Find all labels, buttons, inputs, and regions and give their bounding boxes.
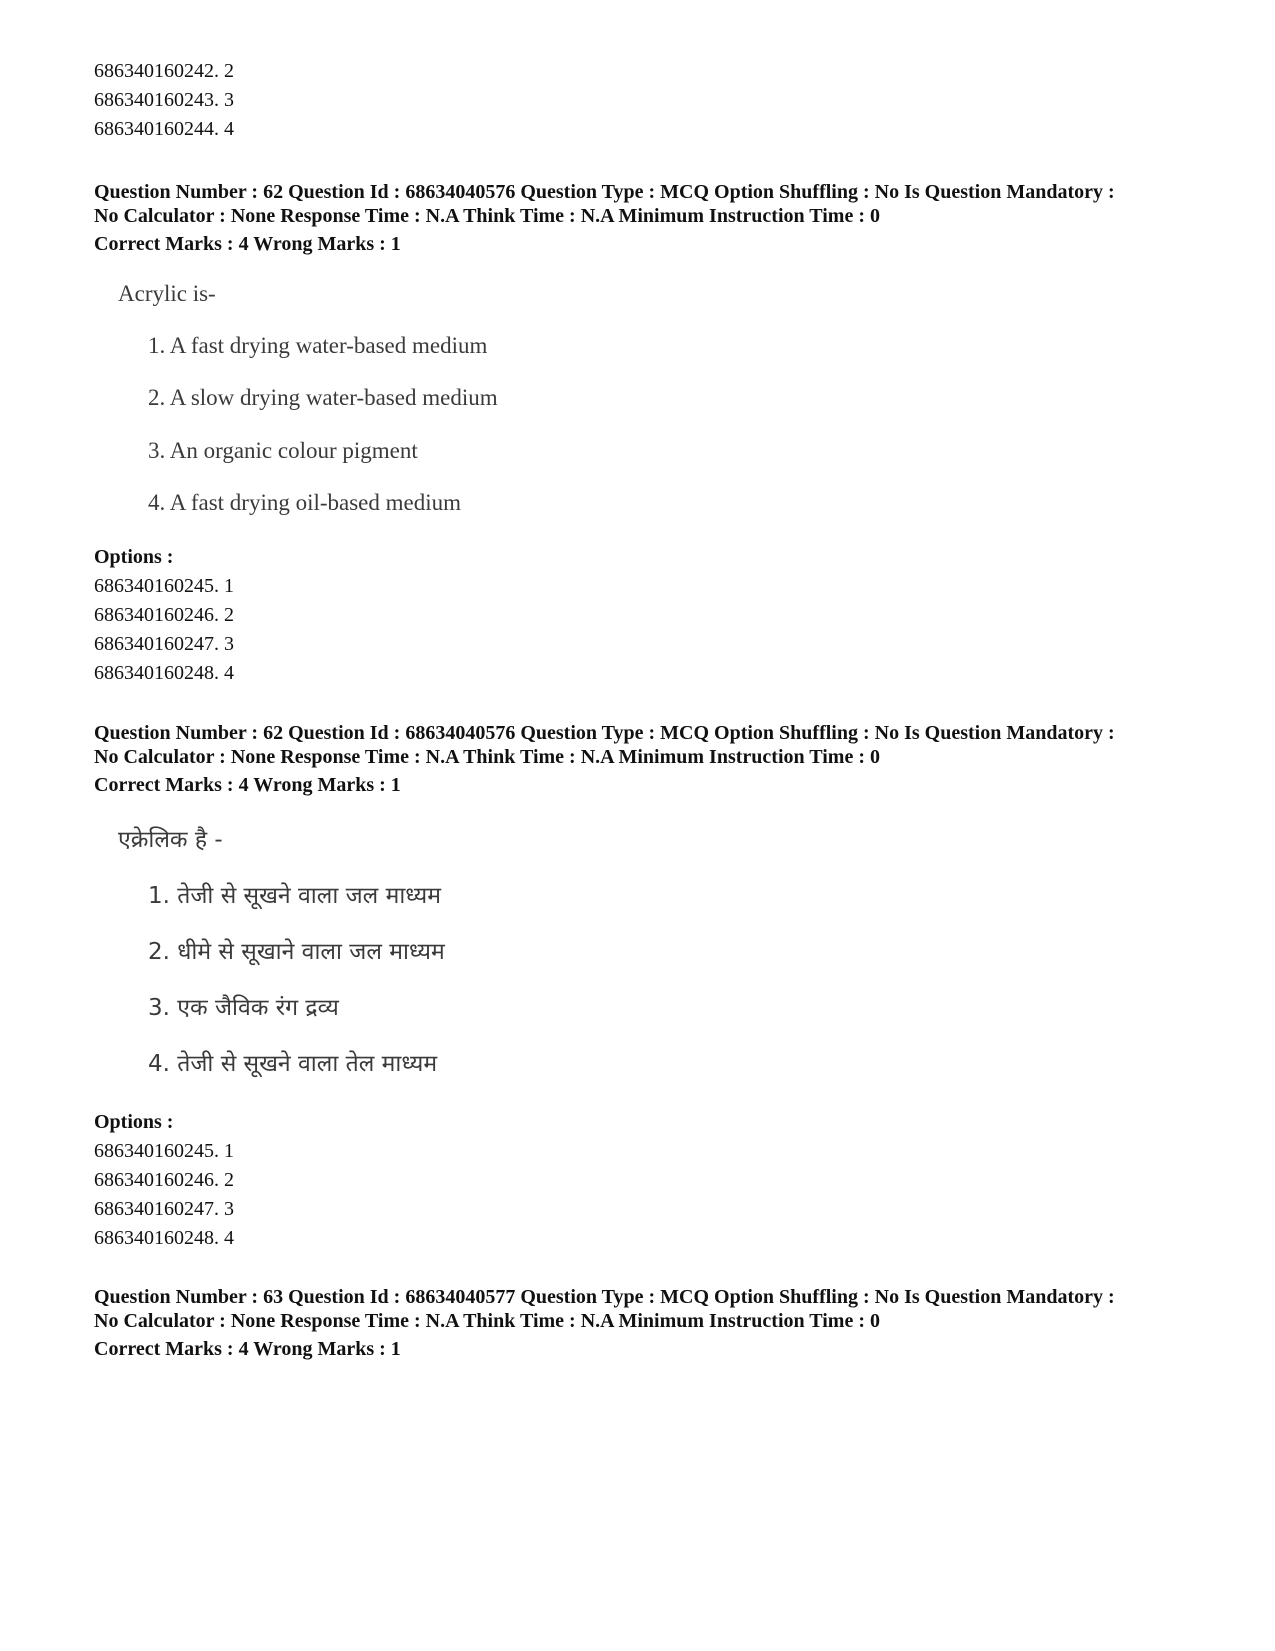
option-line: 686340160246. 2 (94, 604, 234, 626)
meta-line-1: Question Number : 63 Question Id : 68634040577 Question Type : MCQ Option Shuffling : No Is Question Mandatory : (94, 1286, 1115, 1308)
meta-line-2: No Calculator : None Response Time : N.A Think Time : N.A Minimum Instruction Time : 0 (94, 1310, 880, 1332)
meta-line-2: No Calculator : None Response Time : N.A Think Time : N.A Minimum Instruction Time : 0 (94, 746, 880, 768)
meta-line-3: Correct Marks : 4 Wrong Marks : 1 (94, 233, 401, 255)
question-stem: एक्रेलिक है - (118, 827, 223, 853)
question-meta (94, 1285, 1115, 1365)
choice-4: 4. तेजी से सूखने वाला तेल माध्यम (148, 1051, 438, 1077)
choice-1: 1. A fast drying water-based medium (148, 333, 488, 358)
meta-line-1: Question Number : 62 Question Id : 68634040576 Question Type : MCQ Option Shuffling : No Is Question Mandatory : (94, 181, 1115, 203)
option-line: 686340160245. 1 (94, 575, 234, 597)
option-line: 686340160246. 2 (94, 1169, 234, 1191)
previous-options-list (94, 57, 234, 144)
question-meta (94, 180, 1115, 260)
choice-3: 3. एक जैविक रंग द्रव्य (148, 995, 339, 1021)
meta-line-3: Correct Marks : 4 Wrong Marks : 1 (94, 774, 401, 796)
option-line: 686340160243. 3 (94, 89, 234, 111)
option-line: 686340160247. 3 (94, 1198, 234, 1220)
meta-line-2: No Calculator : None Response Time : N.A Think Time : N.A Minimum Instruction Time : 0 (94, 205, 880, 227)
choice-2: 2. A slow drying water-based medium (148, 385, 498, 410)
options-label: Options : (94, 546, 174, 568)
options-list (94, 1108, 234, 1253)
question-content-english (118, 279, 498, 515)
option-line: 686340160248. 4 (94, 1227, 234, 1249)
options-label: Options : (94, 1111, 174, 1133)
meta-line-1: Question Number : 62 Question Id : 68634040576 Question Type : MCQ Option Shuffling : No Is Question Mandatory : (94, 722, 1115, 744)
choice-2: 2. धीमे से सूखाने वाला जल माध्यम (148, 939, 445, 965)
option-line: 686340160242. 2 (94, 60, 234, 82)
choice-4: 4. A fast drying oil-based medium (148, 490, 462, 515)
question-content-hindi (118, 825, 445, 1077)
option-line: 686340160244. 4 (94, 118, 234, 140)
option-line: 686340160247. 3 (94, 633, 234, 655)
question-stem: Acrylic is- (118, 281, 216, 306)
meta-line-3: Correct Marks : 4 Wrong Marks : 1 (94, 1338, 401, 1360)
choice-3: 3. An organic colour pigment (148, 438, 418, 463)
choice-1: 1. तेजी से सूखने वाला जल माध्यम (148, 883, 442, 909)
question-meta (94, 721, 1115, 801)
option-line: 686340160245. 1 (94, 1140, 234, 1162)
option-line: 686340160248. 4 (94, 662, 234, 684)
options-list (94, 543, 234, 688)
